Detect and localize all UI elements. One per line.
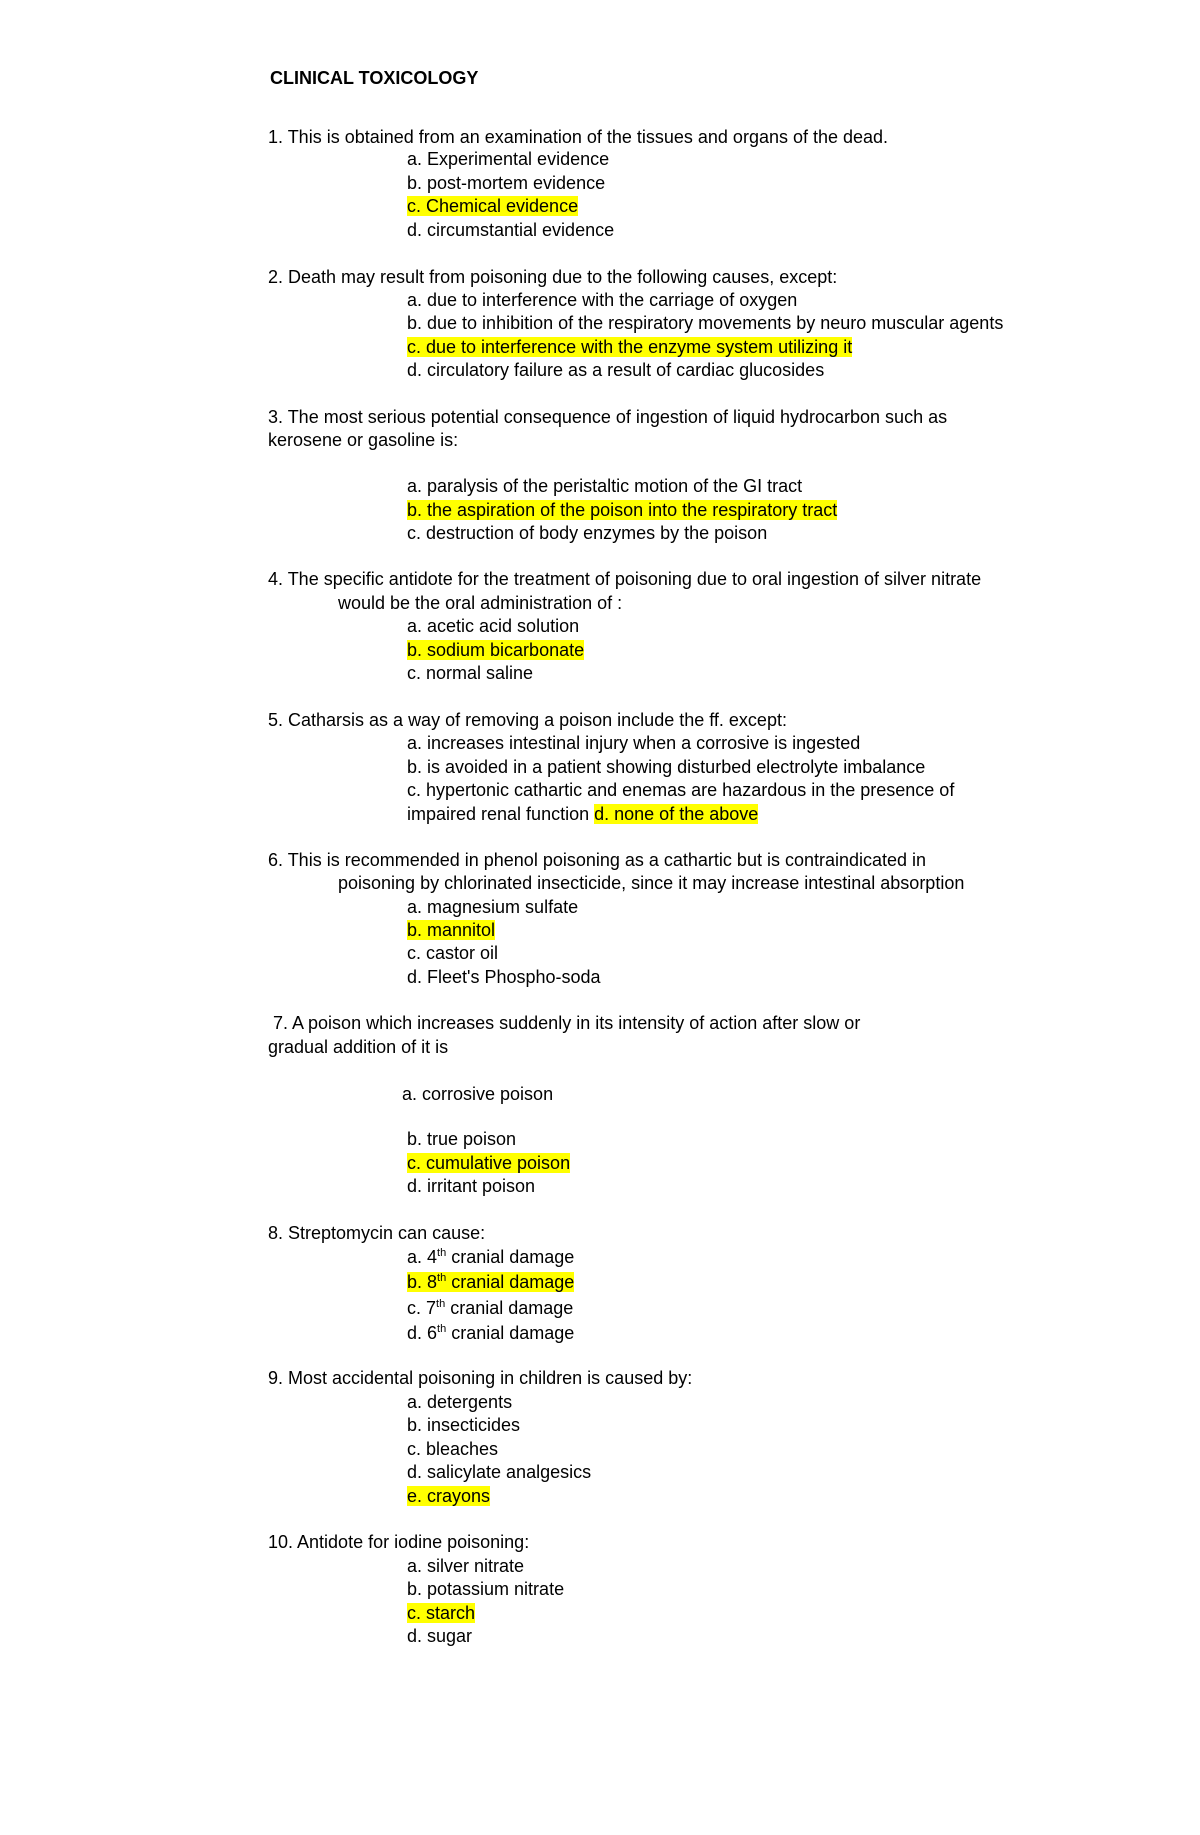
question-6-option-b [407,919,495,941]
question-8-option-b [407,1271,574,1293]
question-9-option-a: a. detergents [407,1392,513,1412]
question-10-option-c [407,1602,475,1624]
question-9-option-d: d. salicylate analgesics [407,1462,592,1482]
ordinal-suffix: th [436,1298,446,1310]
option-text: cranial damage [445,1298,574,1318]
answer-highlight: c. Chemical evidence [407,196,579,216]
question-6-stem-line-2: poisoning by chlorinated insecticide, since it may increase intestinal absorption [338,873,965,893]
question-4-option-c: c. normal saline [407,663,534,683]
question-8-option-c [407,1297,573,1319]
question-5-option-c-line-1: c. hypertonic cathartic and enemas are hazardous in the presence of [407,780,955,800]
question-5-option-c-text: impaired renal function [407,804,590,824]
option-text: d. 6 [407,1323,438,1343]
option-text: cranial damage [446,1323,575,1343]
answer-highlight: c. starch [407,1603,476,1623]
question-5-option-a: a. increases intestinal injury when a corrosive is ingested [407,733,861,753]
question-7-option-b: b. true poison [407,1129,517,1149]
question-3-option-c: c. destruction of body enzymes by the poison [407,523,768,543]
question-10-option-d: d. sugar [407,1626,473,1646]
question-5-option-c-line-2 [407,803,758,825]
document-title: CLINICAL TOXICOLOGY [270,68,479,88]
question-3-option-a: a. paralysis of the peristaltic motion of the GI tract [407,476,803,496]
question-1-stem: 1. This is obtained from an examination of the tissues and organs of the dead. [268,127,889,147]
question-6-stem-line-1: 6. This is recommended in phenol poisoning as a cathartic but is contraindicated in [268,850,927,870]
question-7-option-a: a. corrosive poison [402,1084,554,1104]
question-2-option-d: d. circulatory failure as a result of cardiac glucosides [407,360,825,380]
answer-highlight: b. mannitol [407,920,496,940]
question-9-option-e [407,1485,490,1507]
question-9-option-c: c. bleaches [407,1439,499,1459]
question-9-option-b: b. insecticides [407,1415,521,1435]
answer-highlight [407,1272,574,1292]
question-6-option-a: a. magnesium sulfate [407,897,579,917]
question-5-option-b: b. is avoided in a patient showing disturbed electrolyte imbalance [407,757,926,777]
question-6-option-c: c. castor oil [407,943,499,963]
question-4-option-a: a. acetic acid solution [407,616,580,636]
question-3-stem-line-1: 3. The most serious potential consequence of ingestion of liquid hydrocarbon such as [268,407,948,427]
question-8-stem: 8. Streptomycin can cause: [268,1223,486,1243]
question-7-stem-line-2: gradual addition of it is [268,1037,449,1057]
question-3-option-b [407,499,837,521]
question-7-option-d: d. irritant poison [407,1176,536,1196]
option-text: b. 8 [407,1272,438,1292]
question-4-option-b [407,639,584,661]
question-3-stem-line-2: kerosene or gasoline is: [268,430,459,450]
question-8-option-d [407,1322,574,1344]
question-2-option-c [407,336,852,358]
ordinal-suffix: th [437,1272,447,1284]
answer-highlight: b. sodium bicarbonate [407,640,585,660]
question-5-stem: 5. Catharsis as a way of removing a poison include the ff. except: [268,710,787,730]
question-10-option-b: b. potassium nitrate [407,1579,565,1599]
option-text: a. 4 [407,1247,438,1267]
question-1-option-c [407,195,578,217]
question-7-stem-line-1: 7. A poison which increases suddenly in its intensity of action after slow or [268,1013,861,1033]
ordinal-suffix: th [437,1323,447,1335]
answer-highlight: e. crayons [407,1486,491,1506]
question-10-stem: 10. Antidote for iodine poisoning: [268,1532,530,1552]
question-2-stem: 2. Death may result from poisoning due to the following causes, except: [268,267,838,287]
question-10-option-a: a. silver nitrate [407,1556,525,1576]
question-8-option-a [407,1246,574,1268]
question-2-option-b: b. due to inhibition of the respiratory movements by neuro muscular agents [407,313,1004,333]
question-1-option-d: d. circumstantial evidence [407,220,615,240]
question-9-stem: 9. Most accidental poisoning in children is caused by: [268,1368,693,1388]
question-2-option-a: a. due to interference with the carriage of oxygen [407,290,798,310]
question-7-option-c [407,1152,570,1174]
question-1-option-b: b. post-mortem evidence [407,173,606,193]
answer-highlight: c. cumulative poison [407,1153,571,1173]
question-1-option-a: a. Experimental evidence [407,149,610,169]
question-6-option-d: d. Fleet's Phospho-soda [407,967,601,987]
option-text: c. 7 [407,1298,437,1318]
answer-highlight: b. the aspiration of the poison into the respiratory tract [407,500,838,520]
ordinal-suffix: th [437,1247,447,1259]
question-4-stem-line-1: 4. The specific antidote for the treatment of poisoning due to oral ingestion of silver nitrate [268,569,982,589]
question-4-stem-line-2: would be the oral administration of : [338,593,623,613]
answer-highlight: d. none of the above [594,804,759,824]
answer-highlight: c. due to interference with the enzyme system utilizing it [407,337,853,357]
option-text: cranial damage [446,1247,575,1267]
option-text: cranial damage [446,1272,575,1292]
